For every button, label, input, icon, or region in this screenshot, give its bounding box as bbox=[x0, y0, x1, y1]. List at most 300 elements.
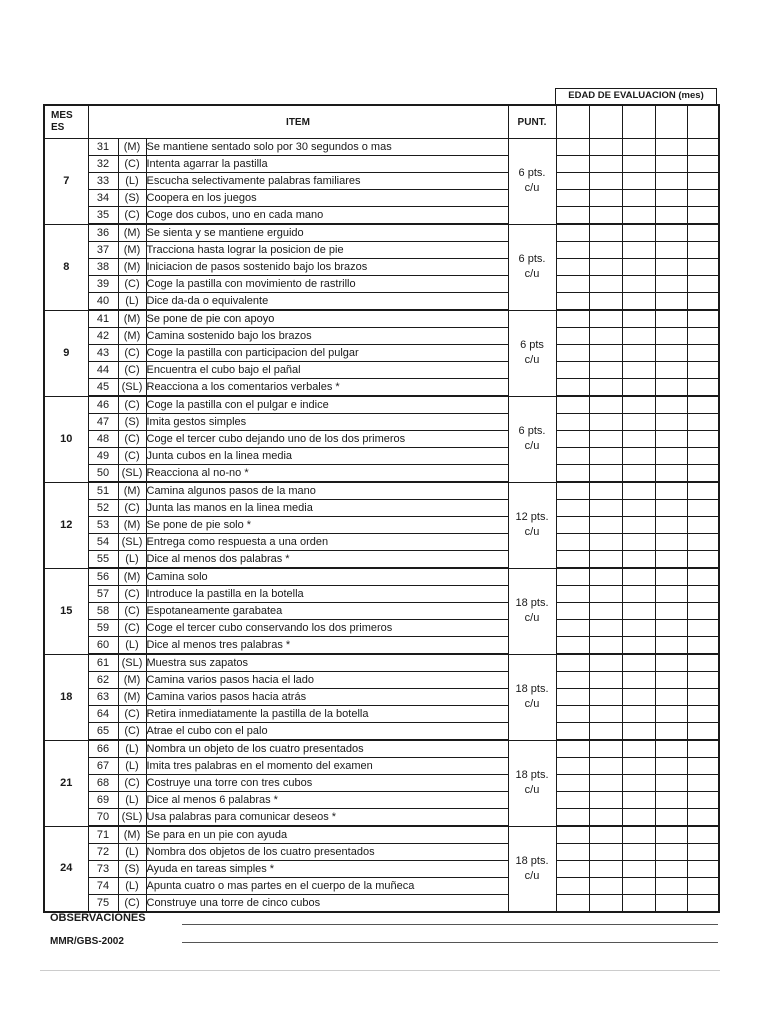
evaluation-cell[interactable] bbox=[622, 568, 655, 586]
evaluation-cell[interactable] bbox=[687, 826, 719, 844]
evaluation-cell[interactable] bbox=[622, 586, 655, 603]
evaluation-cell[interactable] bbox=[622, 792, 655, 809]
month-label: 21 bbox=[44, 740, 88, 826]
evaluation-cell[interactable] bbox=[556, 706, 589, 723]
evaluation-cell[interactable] bbox=[655, 672, 687, 689]
evaluation-cell[interactable] bbox=[589, 482, 622, 500]
evaluation-cell[interactable] bbox=[556, 654, 589, 672]
evaluation-cell[interactable] bbox=[589, 878, 622, 895]
evaluation-cell[interactable] bbox=[556, 500, 589, 517]
points-cell bbox=[508, 139, 556, 225]
evaluation-cell[interactable] bbox=[556, 534, 589, 551]
item-number: 31 bbox=[88, 139, 118, 156]
evaluation-cell[interactable] bbox=[655, 310, 687, 328]
evaluation-cell[interactable] bbox=[556, 310, 589, 328]
evaluation-cell[interactable] bbox=[556, 414, 589, 431]
evaluation-cell[interactable] bbox=[687, 775, 719, 792]
evaluation-cell[interactable] bbox=[589, 396, 622, 414]
evaluation-cell[interactable] bbox=[687, 534, 719, 551]
evaluation-cell[interactable] bbox=[655, 568, 687, 586]
evaluation-cell[interactable] bbox=[556, 792, 589, 809]
evaluation-cell[interactable] bbox=[622, 758, 655, 775]
item-number: 61 bbox=[88, 654, 118, 672]
evaluation-cell[interactable] bbox=[622, 826, 655, 844]
evaluation-cell[interactable] bbox=[655, 500, 687, 517]
evaluation-cell[interactable] bbox=[556, 173, 589, 190]
evaluation-cell[interactable] bbox=[655, 482, 687, 500]
evaluation-cell[interactable] bbox=[589, 328, 622, 345]
evaluation-cell[interactable] bbox=[655, 345, 687, 362]
evaluation-cell[interactable] bbox=[556, 379, 589, 397]
evaluation-cell[interactable] bbox=[622, 328, 655, 345]
evaluation-cell[interactable] bbox=[589, 207, 622, 225]
evaluation-cell[interactable] bbox=[655, 792, 687, 809]
evaluation-cell[interactable] bbox=[655, 465, 687, 483]
evaluation-cell[interactable] bbox=[655, 448, 687, 465]
evaluation-cell[interactable] bbox=[622, 310, 655, 328]
evaluation-cell[interactable] bbox=[622, 723, 655, 741]
evaluation-cell[interactable] bbox=[655, 362, 687, 379]
evaluation-cell[interactable] bbox=[687, 276, 719, 293]
evaluation-cell[interactable] bbox=[589, 586, 622, 603]
evaluation-cell[interactable] bbox=[687, 139, 719, 156]
evaluation-cell[interactable] bbox=[556, 190, 589, 207]
item-area: (C) bbox=[118, 723, 146, 741]
evaluation-cell[interactable] bbox=[589, 637, 622, 655]
item-text: Dice al menos tres palabras * bbox=[146, 637, 508, 655]
evaluation-cell[interactable] bbox=[589, 414, 622, 431]
evaluation-cell[interactable] bbox=[687, 844, 719, 861]
evaluation-cell[interactable] bbox=[687, 809, 719, 827]
item-row bbox=[44, 431, 719, 448]
evaluation-cell[interactable] bbox=[687, 654, 719, 672]
evaluation-cell[interactable] bbox=[556, 809, 589, 827]
evaluation-cell[interactable] bbox=[655, 207, 687, 225]
evaluation-cell[interactable] bbox=[589, 345, 622, 362]
evaluation-cell[interactable] bbox=[589, 431, 622, 448]
evaluation-cell[interactable] bbox=[556, 482, 589, 500]
item-number: 35 bbox=[88, 207, 118, 225]
evaluation-cell[interactable] bbox=[655, 396, 687, 414]
item-row bbox=[44, 603, 719, 620]
evaluation-cell[interactable] bbox=[655, 844, 687, 861]
evaluation-cell[interactable] bbox=[622, 431, 655, 448]
item-area: (C) bbox=[118, 895, 146, 913]
evaluation-cell[interactable] bbox=[655, 826, 687, 844]
evaluation-cell[interactable] bbox=[556, 826, 589, 844]
item-area: (S) bbox=[118, 190, 146, 207]
evaluation-cell[interactable] bbox=[589, 448, 622, 465]
evaluation-cell[interactable] bbox=[589, 190, 622, 207]
evaluation-cell[interactable] bbox=[622, 173, 655, 190]
item-number: 39 bbox=[88, 276, 118, 293]
age-column-header bbox=[687, 105, 719, 139]
evaluation-cell[interactable] bbox=[622, 259, 655, 276]
points-value: 6 pts bbox=[520, 339, 544, 351]
evaluation-cell[interactable] bbox=[622, 603, 655, 620]
evaluation-cell[interactable] bbox=[622, 517, 655, 534]
evaluation-cell[interactable] bbox=[655, 224, 687, 242]
evaluation-cell[interactable] bbox=[556, 259, 589, 276]
evaluation-cell[interactable] bbox=[655, 620, 687, 637]
item-text: Reacciona a los comentarios verbales * bbox=[146, 379, 508, 397]
evaluation-cell[interactable] bbox=[655, 242, 687, 259]
item-text: Se mantiene sentado solo por 30 segundos o mas bbox=[146, 139, 508, 156]
evaluation-cell[interactable] bbox=[556, 895, 589, 913]
item-text: Nombra un objeto de los cuatro presentados bbox=[146, 740, 508, 758]
evaluation-cell[interactable] bbox=[556, 551, 589, 569]
item-row bbox=[44, 259, 719, 276]
evaluation-cell[interactable] bbox=[655, 173, 687, 190]
item-row bbox=[44, 654, 719, 672]
evaluation-cell[interactable] bbox=[655, 259, 687, 276]
evaluation-cell[interactable] bbox=[655, 603, 687, 620]
evaluation-cell[interactable] bbox=[556, 276, 589, 293]
item-area: (M) bbox=[118, 517, 146, 534]
evaluation-cell[interactable] bbox=[687, 758, 719, 775]
item-number: 42 bbox=[88, 328, 118, 345]
evaluation-cell[interactable] bbox=[687, 568, 719, 586]
evaluation-cell[interactable] bbox=[687, 586, 719, 603]
evaluation-cell[interactable] bbox=[655, 654, 687, 672]
evaluation-cell[interactable] bbox=[589, 242, 622, 259]
evaluation-cell[interactable] bbox=[622, 654, 655, 672]
evaluation-cell[interactable] bbox=[655, 723, 687, 741]
evaluation-cell[interactable] bbox=[556, 568, 589, 586]
evaluation-cell[interactable] bbox=[556, 362, 589, 379]
item-area: (M) bbox=[118, 482, 146, 500]
evaluation-cell[interactable] bbox=[622, 672, 655, 689]
evaluation-cell[interactable] bbox=[556, 603, 589, 620]
evaluation-cell[interactable] bbox=[622, 809, 655, 827]
evaluation-cell[interactable] bbox=[589, 551, 622, 569]
evaluation-cell[interactable] bbox=[655, 586, 687, 603]
observaciones-line[interactable] bbox=[182, 924, 718, 925]
evaluation-cell[interactable] bbox=[687, 448, 719, 465]
item-text: Junta las manos en la linea media bbox=[146, 500, 508, 517]
item-row bbox=[44, 878, 719, 895]
item-row bbox=[44, 620, 719, 637]
item-number: 74 bbox=[88, 878, 118, 895]
item-area: (C) bbox=[118, 431, 146, 448]
item-number: 32 bbox=[88, 156, 118, 173]
evaluation-cell[interactable] bbox=[556, 207, 589, 225]
evaluation-cell[interactable] bbox=[589, 156, 622, 173]
evaluation-cell[interactable] bbox=[556, 844, 589, 861]
evaluation-cell[interactable] bbox=[556, 431, 589, 448]
evaluation-cell[interactable] bbox=[687, 706, 719, 723]
item-number: 70 bbox=[88, 809, 118, 827]
item-area: (C) bbox=[118, 620, 146, 637]
evaluation-cell[interactable] bbox=[556, 758, 589, 775]
item-number: 45 bbox=[88, 379, 118, 397]
evaluation-cell[interactable] bbox=[687, 173, 719, 190]
evaluation-cell[interactable] bbox=[622, 551, 655, 569]
evaluation-cell[interactable] bbox=[589, 379, 622, 397]
evaluation-cell[interactable] bbox=[556, 775, 589, 792]
evaluation-cell[interactable] bbox=[589, 844, 622, 861]
evaluation-cell[interactable] bbox=[622, 379, 655, 397]
item-area: (C) bbox=[118, 396, 146, 414]
evaluation-cell[interactable] bbox=[687, 396, 719, 414]
evaluation-cell[interactable] bbox=[589, 139, 622, 156]
evaluation-cell[interactable] bbox=[589, 740, 622, 758]
evaluation-cell[interactable] bbox=[589, 826, 622, 844]
evaluation-cell[interactable] bbox=[622, 448, 655, 465]
evaluation-cell[interactable] bbox=[655, 276, 687, 293]
evaluation-cell[interactable] bbox=[687, 328, 719, 345]
evaluation-cell[interactable] bbox=[687, 861, 719, 878]
evaluation-cell[interactable] bbox=[556, 672, 589, 689]
observaciones-line-2[interactable] bbox=[182, 942, 718, 943]
month-label: 7 bbox=[44, 139, 88, 225]
evaluation-cell[interactable] bbox=[687, 379, 719, 397]
evaluation-cell[interactable] bbox=[622, 534, 655, 551]
item-row bbox=[44, 396, 719, 414]
evaluation-cell[interactable] bbox=[655, 379, 687, 397]
evaluation-cell[interactable] bbox=[687, 895, 719, 913]
item-text: Construye una torre de cinco cubos bbox=[146, 895, 508, 913]
evaluation-cell[interactable] bbox=[655, 139, 687, 156]
evaluation-cell[interactable] bbox=[655, 414, 687, 431]
evaluation-cell[interactable] bbox=[687, 740, 719, 758]
evaluation-cell[interactable] bbox=[589, 723, 622, 741]
item-text: Tracciona hasta lograr la posicion de pie bbox=[146, 242, 508, 259]
evaluation-cell[interactable] bbox=[589, 259, 622, 276]
points-cell bbox=[508, 310, 556, 396]
evaluation-cell[interactable] bbox=[622, 620, 655, 637]
evaluation-cell[interactable] bbox=[556, 620, 589, 637]
evaluation-cell[interactable] bbox=[687, 345, 719, 362]
item-number: 57 bbox=[88, 586, 118, 603]
evaluation-cell[interactable] bbox=[589, 173, 622, 190]
item-text: Coge dos cubos, uno en cada mano bbox=[146, 207, 508, 225]
evaluation-cell[interactable] bbox=[556, 637, 589, 655]
evaluation-cell[interactable] bbox=[589, 706, 622, 723]
item-row bbox=[44, 448, 719, 465]
evaluation-cell[interactable] bbox=[687, 242, 719, 259]
evaluation-cell[interactable] bbox=[556, 224, 589, 242]
evaluation-cell[interactable] bbox=[687, 190, 719, 207]
evaluation-cell[interactable] bbox=[589, 775, 622, 792]
item-area: (M) bbox=[118, 328, 146, 345]
item-area: (M) bbox=[118, 259, 146, 276]
evaluation-cell[interactable] bbox=[556, 689, 589, 706]
evaluation-cell[interactable] bbox=[687, 293, 719, 311]
evaluation-cell[interactable] bbox=[687, 603, 719, 620]
evaluation-cell[interactable] bbox=[589, 689, 622, 706]
evaluation-cell[interactable] bbox=[556, 242, 589, 259]
evaluation-cell[interactable] bbox=[622, 706, 655, 723]
item-text: Coge el tercer cubo dejando uno de los dos primeros bbox=[146, 431, 508, 448]
item-row bbox=[44, 328, 719, 345]
item-text: Coge la pastilla con el pulgar e indice bbox=[146, 396, 508, 414]
evaluation-cell[interactable] bbox=[622, 500, 655, 517]
evaluation-cell[interactable] bbox=[655, 861, 687, 878]
item-row bbox=[44, 706, 719, 723]
evaluation-cell[interactable] bbox=[622, 242, 655, 259]
evaluation-cell[interactable] bbox=[622, 396, 655, 414]
evaluation-cell[interactable] bbox=[687, 362, 719, 379]
evaluation-cell[interactable] bbox=[687, 637, 719, 655]
evaluation-cell[interactable] bbox=[589, 861, 622, 878]
item-row bbox=[44, 293, 719, 311]
evaluation-cell[interactable] bbox=[622, 689, 655, 706]
evaluation-cell[interactable] bbox=[655, 758, 687, 775]
item-text: Intenta agarrar la pastilla bbox=[146, 156, 508, 173]
evaluation-cell[interactable] bbox=[622, 224, 655, 242]
item-row bbox=[44, 190, 719, 207]
evaluation-cell[interactable] bbox=[655, 156, 687, 173]
evaluation-cell[interactable] bbox=[655, 190, 687, 207]
evaluation-cell[interactable] bbox=[655, 895, 687, 913]
evaluation-cell[interactable] bbox=[655, 775, 687, 792]
evaluation-cell[interactable] bbox=[655, 328, 687, 345]
evaluation-cell[interactable] bbox=[622, 414, 655, 431]
evaluation-cell[interactable] bbox=[655, 809, 687, 827]
evaluation-cell[interactable] bbox=[556, 448, 589, 465]
evaluation-cell[interactable] bbox=[589, 895, 622, 913]
item-row bbox=[44, 465, 719, 483]
evaluation-cell[interactable] bbox=[687, 156, 719, 173]
evaluation-cell[interactable] bbox=[556, 586, 589, 603]
evaluation-cell[interactable] bbox=[622, 465, 655, 483]
evaluation-cell[interactable] bbox=[687, 878, 719, 895]
age-column-header bbox=[556, 105, 589, 139]
evaluation-cell[interactable] bbox=[556, 723, 589, 741]
evaluation-cell[interactable] bbox=[589, 809, 622, 827]
evaluation-cell[interactable] bbox=[556, 328, 589, 345]
evaluation-cell[interactable] bbox=[589, 310, 622, 328]
evaluation-cell[interactable] bbox=[622, 861, 655, 878]
item-area: (M) bbox=[118, 672, 146, 689]
evaluation-cell[interactable] bbox=[687, 723, 719, 741]
evaluation-cell[interactable] bbox=[589, 465, 622, 483]
evaluation-cell[interactable] bbox=[556, 156, 589, 173]
evaluation-cell[interactable] bbox=[589, 672, 622, 689]
item-area: (C) bbox=[118, 276, 146, 293]
evaluation-cell[interactable] bbox=[589, 568, 622, 586]
evaluation-cell[interactable] bbox=[687, 551, 719, 569]
evaluation-cell[interactable] bbox=[687, 465, 719, 483]
evaluation-cell[interactable] bbox=[622, 345, 655, 362]
evaluation-cell[interactable] bbox=[589, 362, 622, 379]
item-number: 38 bbox=[88, 259, 118, 276]
evaluation-cell[interactable] bbox=[655, 534, 687, 551]
evaluation-cell[interactable] bbox=[622, 276, 655, 293]
evaluation-cell[interactable] bbox=[622, 207, 655, 225]
evaluation-cell[interactable] bbox=[655, 878, 687, 895]
evaluation-cell[interactable] bbox=[687, 414, 719, 431]
evaluation-cell[interactable] bbox=[556, 345, 589, 362]
evaluation-cell[interactable] bbox=[622, 362, 655, 379]
item-number: 59 bbox=[88, 620, 118, 637]
evaluation-cell[interactable] bbox=[687, 689, 719, 706]
evaluation-cell[interactable] bbox=[589, 758, 622, 775]
points-unit: c/u bbox=[524, 869, 540, 882]
evaluation-cell[interactable] bbox=[622, 139, 655, 156]
evaluation-cell[interactable] bbox=[589, 293, 622, 311]
evaluation-cell[interactable] bbox=[589, 792, 622, 809]
evaluation-cell[interactable] bbox=[589, 534, 622, 551]
evaluation-cell[interactable] bbox=[589, 654, 622, 672]
item-text: Entrega como respuesta a una orden bbox=[146, 534, 508, 551]
evaluation-cell[interactable] bbox=[556, 517, 589, 534]
item-text: Dice al menos dos palabras * bbox=[146, 551, 508, 569]
item-text: Dice al menos 6 palabras * bbox=[146, 792, 508, 809]
evaluation-cell[interactable] bbox=[556, 293, 589, 311]
evaluation-cell[interactable] bbox=[687, 672, 719, 689]
evaluation-cell[interactable] bbox=[622, 637, 655, 655]
evaluation-cell[interactable] bbox=[622, 895, 655, 913]
evaluation-cell[interactable] bbox=[687, 224, 719, 242]
evaluation-cell[interactable] bbox=[655, 517, 687, 534]
evaluation-cell[interactable] bbox=[622, 844, 655, 861]
evaluation-cell[interactable] bbox=[622, 293, 655, 311]
evaluation-cell[interactable] bbox=[589, 603, 622, 620]
evaluation-cell[interactable] bbox=[655, 689, 687, 706]
evaluation-cell[interactable] bbox=[655, 431, 687, 448]
points-cell bbox=[508, 396, 556, 482]
evaluation-cell[interactable] bbox=[589, 224, 622, 242]
evaluation-cell[interactable] bbox=[655, 706, 687, 723]
evaluation-cell[interactable] bbox=[589, 517, 622, 534]
item-number: 53 bbox=[88, 517, 118, 534]
evaluation-cell[interactable] bbox=[622, 775, 655, 792]
evaluation-cell[interactable] bbox=[687, 259, 719, 276]
evaluation-cell[interactable] bbox=[556, 861, 589, 878]
evaluation-cell[interactable] bbox=[589, 276, 622, 293]
item-text: Encuentra el cubo bajo el pañal bbox=[146, 362, 508, 379]
item-row bbox=[44, 689, 719, 706]
item-area: (C) bbox=[118, 706, 146, 723]
item-area: (M) bbox=[118, 224, 146, 242]
evaluation-cell[interactable] bbox=[687, 620, 719, 637]
evaluation-cell[interactable] bbox=[687, 482, 719, 500]
evaluation-cell[interactable] bbox=[622, 190, 655, 207]
evaluation-cell[interactable] bbox=[655, 293, 687, 311]
evaluation-cell[interactable] bbox=[655, 637, 687, 655]
evaluation-cell[interactable] bbox=[556, 396, 589, 414]
evaluation-cell[interactable] bbox=[556, 878, 589, 895]
evaluation-cell[interactable] bbox=[655, 551, 687, 569]
evaluation-cell[interactable] bbox=[687, 310, 719, 328]
item-number: 68 bbox=[88, 775, 118, 792]
item-area: (C) bbox=[118, 345, 146, 362]
item-row bbox=[44, 826, 719, 844]
evaluation-cell[interactable] bbox=[687, 792, 719, 809]
item-area: (C) bbox=[118, 603, 146, 620]
evaluation-cell[interactable] bbox=[622, 740, 655, 758]
item-text: Reacciona al no-no * bbox=[146, 465, 508, 483]
evaluation-cell[interactable] bbox=[687, 500, 719, 517]
evaluation-cell[interactable] bbox=[556, 740, 589, 758]
evaluation-cell[interactable] bbox=[589, 620, 622, 637]
evaluation-cell[interactable] bbox=[589, 500, 622, 517]
evaluation-cell[interactable] bbox=[556, 139, 589, 156]
item-text: Nombra dos objetos de los cuatro presentados bbox=[146, 844, 508, 861]
evaluation-cell[interactable] bbox=[687, 517, 719, 534]
evaluation-cell[interactable] bbox=[687, 207, 719, 225]
item-text: Coge el tercer cubo conservando los dos primeros bbox=[146, 620, 508, 637]
evaluation-cell[interactable] bbox=[687, 431, 719, 448]
evaluation-cell[interactable] bbox=[556, 465, 589, 483]
item-number: 58 bbox=[88, 603, 118, 620]
evaluation-cell[interactable] bbox=[622, 482, 655, 500]
evaluation-cell[interactable] bbox=[622, 878, 655, 895]
evaluation-cell[interactable] bbox=[622, 156, 655, 173]
evaluation-cell[interactable] bbox=[655, 740, 687, 758]
